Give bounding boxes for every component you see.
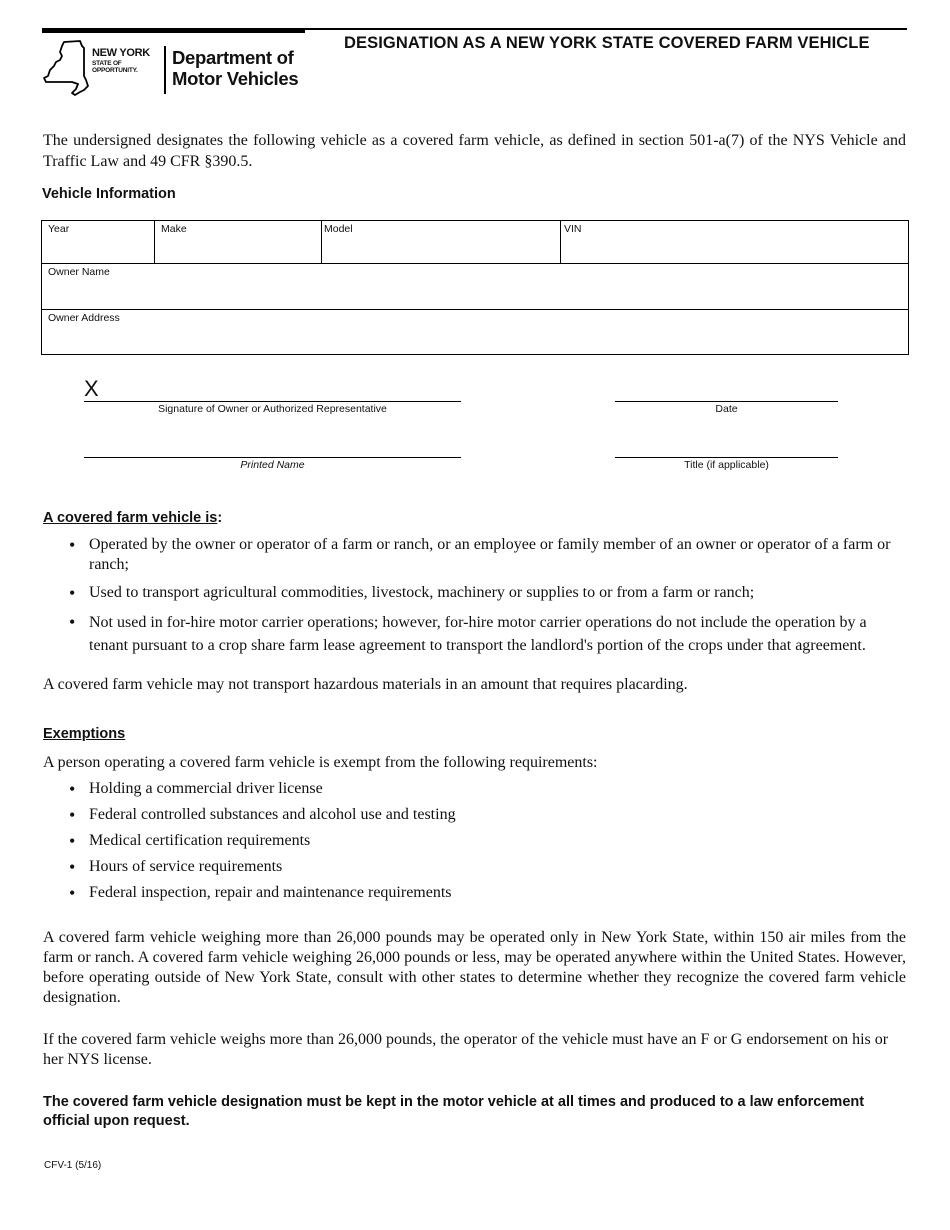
- owner-name-field[interactable]: [42, 264, 908, 310]
- exemptions-heading: Exemptions: [43, 726, 126, 742]
- printed-name-line[interactable]: [84, 457, 461, 458]
- model-label: Model: [324, 223, 353, 235]
- list-item: • Used to transport agricultural commodities, livestock, machinery or supplies to or from a farm or ranch;: [43, 583, 906, 603]
- signature-caption: Signature of Owner or Authorized Representative: [158, 403, 387, 415]
- list-item: • Federal inspection, repair and maintenance requirements: [43, 883, 906, 903]
- list-item: • Operated by the owner or operator of a farm or ranch, or an employee or family member of an owner or operator of a farm or ranch;: [43, 535, 906, 575]
- printed-name-caption: Printed Name: [240, 459, 305, 471]
- list-item: • Holding a commercial driver license: [43, 779, 906, 799]
- make-field[interactable]: [154, 221, 321, 263]
- model-field[interactable]: [321, 221, 560, 263]
- owner-address-label: Owner Address: [48, 312, 120, 324]
- list-item: • Hours of service requirements: [43, 857, 906, 877]
- endorsement-paragraph: If the covered farm vehicle weighs more than 26,000 pounds, the operator of the vehicle must have an F or G endorsement on his or her NYS license.: [43, 1031, 889, 1068]
- nys-dmv-logo: [42, 40, 312, 98]
- weight-restriction-paragraph: A covered farm vehicle weighing more than 26,000 pounds may be operated only in New York State, within 150 air miles from the farm or ranch. A covered farm vehicle weighing 26,000 pounds or less, may be operated anywhere within the United States. However, before operating outside of New York State, consult with other states to determine whether they recognize the covered farm vehicle designation.: [43, 929, 906, 1006]
- year-label: Year: [48, 223, 70, 235]
- form-id: CFV-1 (5/16): [44, 1160, 102, 1171]
- header-rule-thick: [42, 28, 305, 33]
- logo-state-name: NEW YORK: [92, 47, 150, 59]
- list-item: • Medical certification requirements: [43, 831, 906, 851]
- covered-heading: [43, 509, 222, 527]
- logo-divider: [164, 46, 166, 94]
- intro-paragraph: The undersigned designates the following vehicle as a covered farm vehicle, as defined in section 501-a(7) of the NYS Vehicle and Traffic Law and 49 CFR §390.5.: [43, 132, 906, 170]
- covered-heading-text: A covered farm vehicle is: [43, 510, 218, 526]
- year-field[interactable]: [42, 221, 154, 263]
- covered-criteria-list: [43, 535, 906, 657]
- owner-address-field[interactable]: [42, 310, 908, 355]
- vehicle-row: [42, 221, 908, 264]
- date-line[interactable]: [615, 401, 838, 402]
- keep-in-vehicle-notice: The covered farm vehicle designation must be kept in the motor vehicle at all times and produced to a law enforcement official upon request.: [43, 1094, 865, 1129]
- title-line[interactable]: [615, 457, 838, 458]
- vehicle-info-heading: Vehicle Information: [42, 186, 176, 202]
- signature-line[interactable]: [84, 401, 461, 402]
- logo-tagline: STATE OF OPPORTUNITY.: [92, 60, 138, 74]
- signature-x-mark: X: [84, 376, 99, 401]
- vin-label: VIN: [564, 223, 582, 235]
- list-item: • Federal controlled substances and alcohol use and testing: [43, 805, 906, 825]
- title-caption: Title (if applicable): [684, 459, 769, 471]
- hazmat-note: A covered farm vehicle may not transport hazardous materials in an amount that requires placarding.: [43, 676, 688, 693]
- vehicle-info-table: [41, 220, 909, 355]
- document-title: DESIGNATION AS A NEW YORK STATE COVERED FARM VEHICLE: [344, 34, 870, 52]
- exemptions-list: [43, 779, 906, 903]
- vin-field[interactable]: [560, 221, 908, 263]
- owner-name-label: Owner Name: [48, 266, 110, 278]
- covered-heading-colon: :: [217, 510, 223, 526]
- logo-department-name: Department of Motor Vehicles: [172, 47, 299, 89]
- date-caption: Date: [715, 403, 738, 415]
- header-rule-thin: [305, 28, 907, 30]
- list-item: • Not used in for-hire motor carrier operations; however, for-hire motor carrier operations do not include the operation by a tenant pursuant to a crop share farm lease agreement to transport the landlord's portion of the crops under that agreement.: [43, 611, 906, 657]
- make-label: Make: [161, 223, 187, 235]
- exemptions-intro: A person operating a covered farm vehicle is exempt from the following requirements:: [43, 754, 598, 771]
- new-york-state-map-icon: [42, 40, 92, 98]
